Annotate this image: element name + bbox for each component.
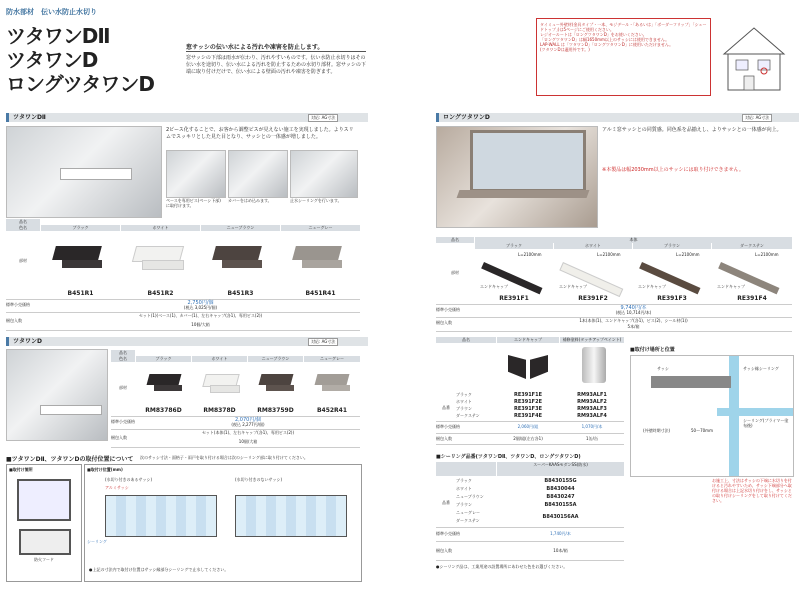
parts-qty1: 2個/組(左右各1) [513,436,543,441]
long-color-3: ダークステン [712,243,792,249]
long-window [470,130,586,192]
fire-hood-icon [19,529,71,555]
d-price-sub: (税込 2,277円/個) [231,422,265,427]
title-long-tsutawan-d: ロングツタワンD [6,72,155,96]
dii-color-2: ニューブラウン [201,225,280,231]
dii-description: 2ピース化することで、お客から調整ビスが見えない施工を実現しました。よりスリムでスッキリとした見た目となり、サッシとの一体感が増しました。 [166,127,354,140]
house-diagram [718,20,790,94]
d-row-price: 標準小売価格 [111,419,135,424]
position-diagram [630,355,794,477]
long-price-sub: (税込 10,714円/本) [615,310,652,315]
dii-hdr-color: 色名 [6,225,40,231]
long-code-3: RE391F4 [737,295,767,302]
parts-color-2: ブラウン [456,406,472,411]
paint-can-image [582,347,606,383]
long-code-1: RE391F2 [578,295,608,302]
long-product-brown [638,252,708,292]
dii-price-sub: (税込 3,025円/個) [183,305,218,310]
dii-caption-2: カバーをはめ込みます。 [228,198,272,203]
category-label: 防水部材 伝い水防止水切り [6,8,97,16]
title-tsutawan-d: ツタワンD [6,48,98,72]
d-hdr-color: 色名 [111,356,135,362]
d-color-2: ニューブラウン [248,356,303,362]
parts-code2-2: RM93ALF3 [577,406,607,412]
sash-diagram-a [105,495,217,537]
d-row-member: 部材 [119,385,127,390]
install-label-b: (水切り付きのないサッシ) [235,477,283,482]
d-color-0: ブラック [136,356,191,362]
seal-title: ■シーリング品番(ツタワンDⅡ、ツタワンD、ロングツタワンD) [436,454,581,460]
dii-set-note: セット(1)(ベース(1)、カバー(1)、左右キャップ(各1)、専用ビス(2)) [138,313,263,318]
section-title-dii: ツタワンDⅡ [6,113,368,122]
install-note: 次のサッシ寸法・面格子・雨戸を取り付ける場合は次のシーリング部に取り付けてください。 [140,455,308,460]
seal-row-price: 標準小売価格 [436,531,460,536]
position-label-seal: サッシ縁シーリング [743,366,779,371]
seal-color-1: ホワイト [456,486,472,491]
note-line: (ツタワンDは適用外です。) [540,47,590,52]
note-line: LAP-WALL は「ツタワンD」「ロングツタワンD」に使用いただけません。 [540,42,674,47]
seal-footnote: ●シーリング品は、工業用途の設置場所にあわせた色をお選びください。 [436,564,568,569]
long-endcap-label: エンドキャップ [480,284,508,289]
d-code-1: RM8378D [203,407,236,414]
d-product-black [144,368,186,398]
dii-row-price: 標準小売価格 [6,302,30,307]
install-box-2-title: ■取付け位置(mm) [87,467,123,472]
long-code-0: RE391F1 [499,295,529,302]
sill-horizontal [717,408,793,416]
dii-product-black [48,240,108,278]
install-box-1 [6,464,82,582]
seal-code-2: B8430247 [546,494,575,500]
d-product-brown [256,368,298,398]
long-length-label: L=2100mm [518,252,542,257]
parts-hdr-name: 品名 [436,337,496,343]
header-lead: 窓サッシの伝い水による汚れや凍害を防止します。 [186,44,324,51]
long-hdr-name: 品名 [436,237,474,243]
parts-hdr-endcap: エンドキャップ [497,337,559,343]
seal-row-qty: 梱包入数 [436,548,452,553]
d-color-3: ニューグレー [304,356,360,362]
seal-code-3: B8430155A [544,502,577,508]
parts-code2-3: RM93ALF4 [577,413,607,419]
long-description: アルミ窓サッシとの同質感。同色系を品揃えし、よりサッシとの一体感が向上。 [602,127,782,133]
photo-dii-step3 [290,150,358,198]
dii-caption-3: 止水シーリングを行います。 [290,198,342,203]
d-product-gray [312,368,354,398]
d-product-on-wall [40,405,102,415]
position-label-primer: シーリング(プライマー塗布後) [743,418,789,428]
install-title: ■ツタワンDⅡ、ツタワンDの取付位置について [6,456,134,463]
seal-code-4: B8430156AA [542,514,579,520]
long-endcap-label: エンドキャップ [717,284,745,289]
badge-dii: 対応: AG寸法 [308,114,338,122]
long-product-on-wall [457,190,590,198]
parts-color-0: ブラック [456,392,472,397]
sash-diagram-b [235,495,347,537]
seal-code-1: B8430044 [546,486,575,492]
dii-color-3: ニューグレー [281,225,360,231]
long-product-black [480,252,550,292]
title-tsutawan-d2: ツタワンDⅡ [6,24,110,48]
seal-color-0: ブラック [456,478,472,483]
photo-dii-step2 [228,150,288,198]
note-line: 「ロングツタワンD」は幅1650mm以上のサッシには使用できません。 [540,37,670,42]
long-endcap-label: エンドキャップ [559,284,587,289]
note-line: レジオールートは「ロングツタワンD」をお使いください。 [540,32,647,37]
long-row-member: 部材 [451,270,459,275]
position-dim1: (外壁時期寸法) [643,428,671,433]
photo-dii-step1 [166,150,226,198]
sash-frame [651,376,731,388]
parts-code1-0: RE391F1E [513,392,542,398]
parts-code2-0: RM93ALF1 [577,392,607,398]
seal-qty: 10本/箱 [553,548,568,553]
parts-hdr-paint: 補修塗料(タッチアップペイント) [560,337,624,343]
d-product-white [200,368,242,398]
dii-hdr-name: 品名 [6,219,40,225]
long-hdr-main: 本体 [475,237,792,243]
long-qty: 5本/箱 [627,324,640,329]
note-line: タイミュー外壁材(金具タイプ・一本、モジデール・「あるいは」「ボーダーフリップ」「シェードトップ」)は5ページにご使用ください。 [540,22,707,32]
badge-d: 対応: AG寸法 [308,338,338,346]
long-price: 9,740円/本 [620,305,647,311]
position-label-sash: サッシ [657,366,669,371]
header-note-box [536,18,711,96]
long-color-1: ホワイト [554,243,632,249]
install-label-a: (水切り付きのあるサッシ) [105,477,153,482]
seal-color-3: ブラウン [456,502,472,507]
dii-caption-1: ペースを専用ビス(ペーシ下部)に取付けます。 [166,198,221,208]
d-price: 2,070円/個 [235,417,261,423]
header-body: 窓サッシの下部は雨水が伝わり、汚れやすいものです。伝い水防止水切りはその伝い水を途切り、伝い水による汚れを防止するための水切り部材。窓サッシの下端に取り付けだけで、伝い水による壁面の汚れや凍害を防ぎます。 [186,55,366,75]
seal-color-2: ニューブラウン [456,494,484,499]
dii-row-qty: 梱包入数 [6,318,22,323]
dii-code-1: B451R2 [147,290,174,297]
long-color-0: ブラック [475,243,553,249]
long-row-qty: 梱包入数 [436,320,452,325]
parts-row-group: 品番 [442,405,450,410]
d-set-note: セット(本体(1)、左右キャップ(各1)、専用ビス(2)) [201,430,295,435]
position-title: ■取付け場所と位置 [630,347,675,353]
long-warning: ※本製品は幅2030mm以上のサッシには取り付けできません。 [602,167,744,173]
install-label-sash: アルミサッシ [105,485,129,490]
parts-color-1: ホワイト [456,399,472,404]
long-length-label: L=2100mm [755,252,779,257]
parts-row-qty: 梱包入数 [436,436,452,441]
dii-code-3: B451R41 [305,290,336,297]
install-footnote: ●上記の寸法内で取付け位置はサッシ縁部分シーリングで止水してください。 [89,567,229,572]
install-box-2 [84,464,362,582]
dii-code-0: B451R1 [67,290,94,297]
seal-code-0: B8430155G [544,478,577,484]
long-product-white [559,252,629,292]
seal-color-5: ダークステン [456,518,480,523]
seal-hdr: スーパーKAASモダンSS(防水) [497,462,624,476]
seal-row-group: 品番 [442,500,450,505]
dii-price: 2,750円/個 [187,300,214,306]
dii-product-white [128,240,188,278]
photo-d-main [6,349,108,441]
dii-color-0: ブラック [41,225,120,231]
parts-color-3: ダークステン [456,413,480,418]
long-row-price: 標準小売価格 [436,307,460,312]
long-set-note: 1本(本体(1)、エンドキャップ(各1)、ビス(2)、シール材(1)) [579,318,688,323]
badge-long: 対応: AG寸法 [742,114,772,122]
seal-price: 1,740円/本 [550,531,571,536]
parts-row-price: 標準小売価格 [436,424,460,429]
parts-code1-1: RE391F2E [513,399,542,405]
seal-color-4: ニューグレー [456,510,480,515]
window-icon [17,479,71,521]
parts-price2: 1,070円/本 [581,424,603,429]
long-length-label: L=2100mm [597,252,621,257]
position-dim2: 50〜70mm [691,428,713,433]
long-endcap-label: エンドキャップ [638,284,666,289]
dii-product-on-wall [60,168,132,180]
d-hdr-name: 品名 [111,350,135,356]
d-color-1: ホワイト [192,356,247,362]
dii-code-2: B451R3 [227,290,254,297]
parts-code2-1: RM93ALF2 [577,399,607,405]
endcap-image [504,347,554,387]
dii-color-1: ホワイト [121,225,200,231]
long-length-label: L=2100mm [676,252,700,257]
wall-vertical [729,356,739,476]
parts-code1-2: RE391F3E [513,406,542,412]
parts-price1: 2,060円/組 [517,424,539,429]
section-title-d: ツタワンD [6,337,368,346]
install-label-seal: シーリング [87,539,107,544]
d-row-qty: 梱包入数 [111,435,127,440]
d-code-3: B452R41 [316,407,348,414]
dii-row-member: 部材 [19,258,27,263]
d-qty: 10個/大箱 [238,439,258,444]
fire-hood-label: 防火フード [34,557,54,562]
dii-qty: 10個/大箱 [191,322,210,327]
long-product-darkstain [717,252,789,292]
dii-product-brown [208,240,268,278]
parts-qty2: 1缶/缶 [586,436,598,441]
parts-code1-3: RE391F4E [513,413,542,419]
d-code-0: RM83786D [145,407,182,414]
long-color-2: ブラウン [633,243,711,249]
install-box-1-title: ■取付け箇所 [9,467,33,472]
position-note: お施工上、寸法はサッシの下端に水切りを付けると汚れやすいため、サッシ下端部分へ取付ける場合は上記水切り付けをし、サッシとの取り付けシーリングをして取り付けてください。 [712,478,792,503]
section-title-long: ロングツタワンD [436,113,799,122]
d-code-2: RM83759D [257,407,294,414]
long-code-2: RE391F3 [657,295,687,302]
dii-product-gray [288,240,348,278]
